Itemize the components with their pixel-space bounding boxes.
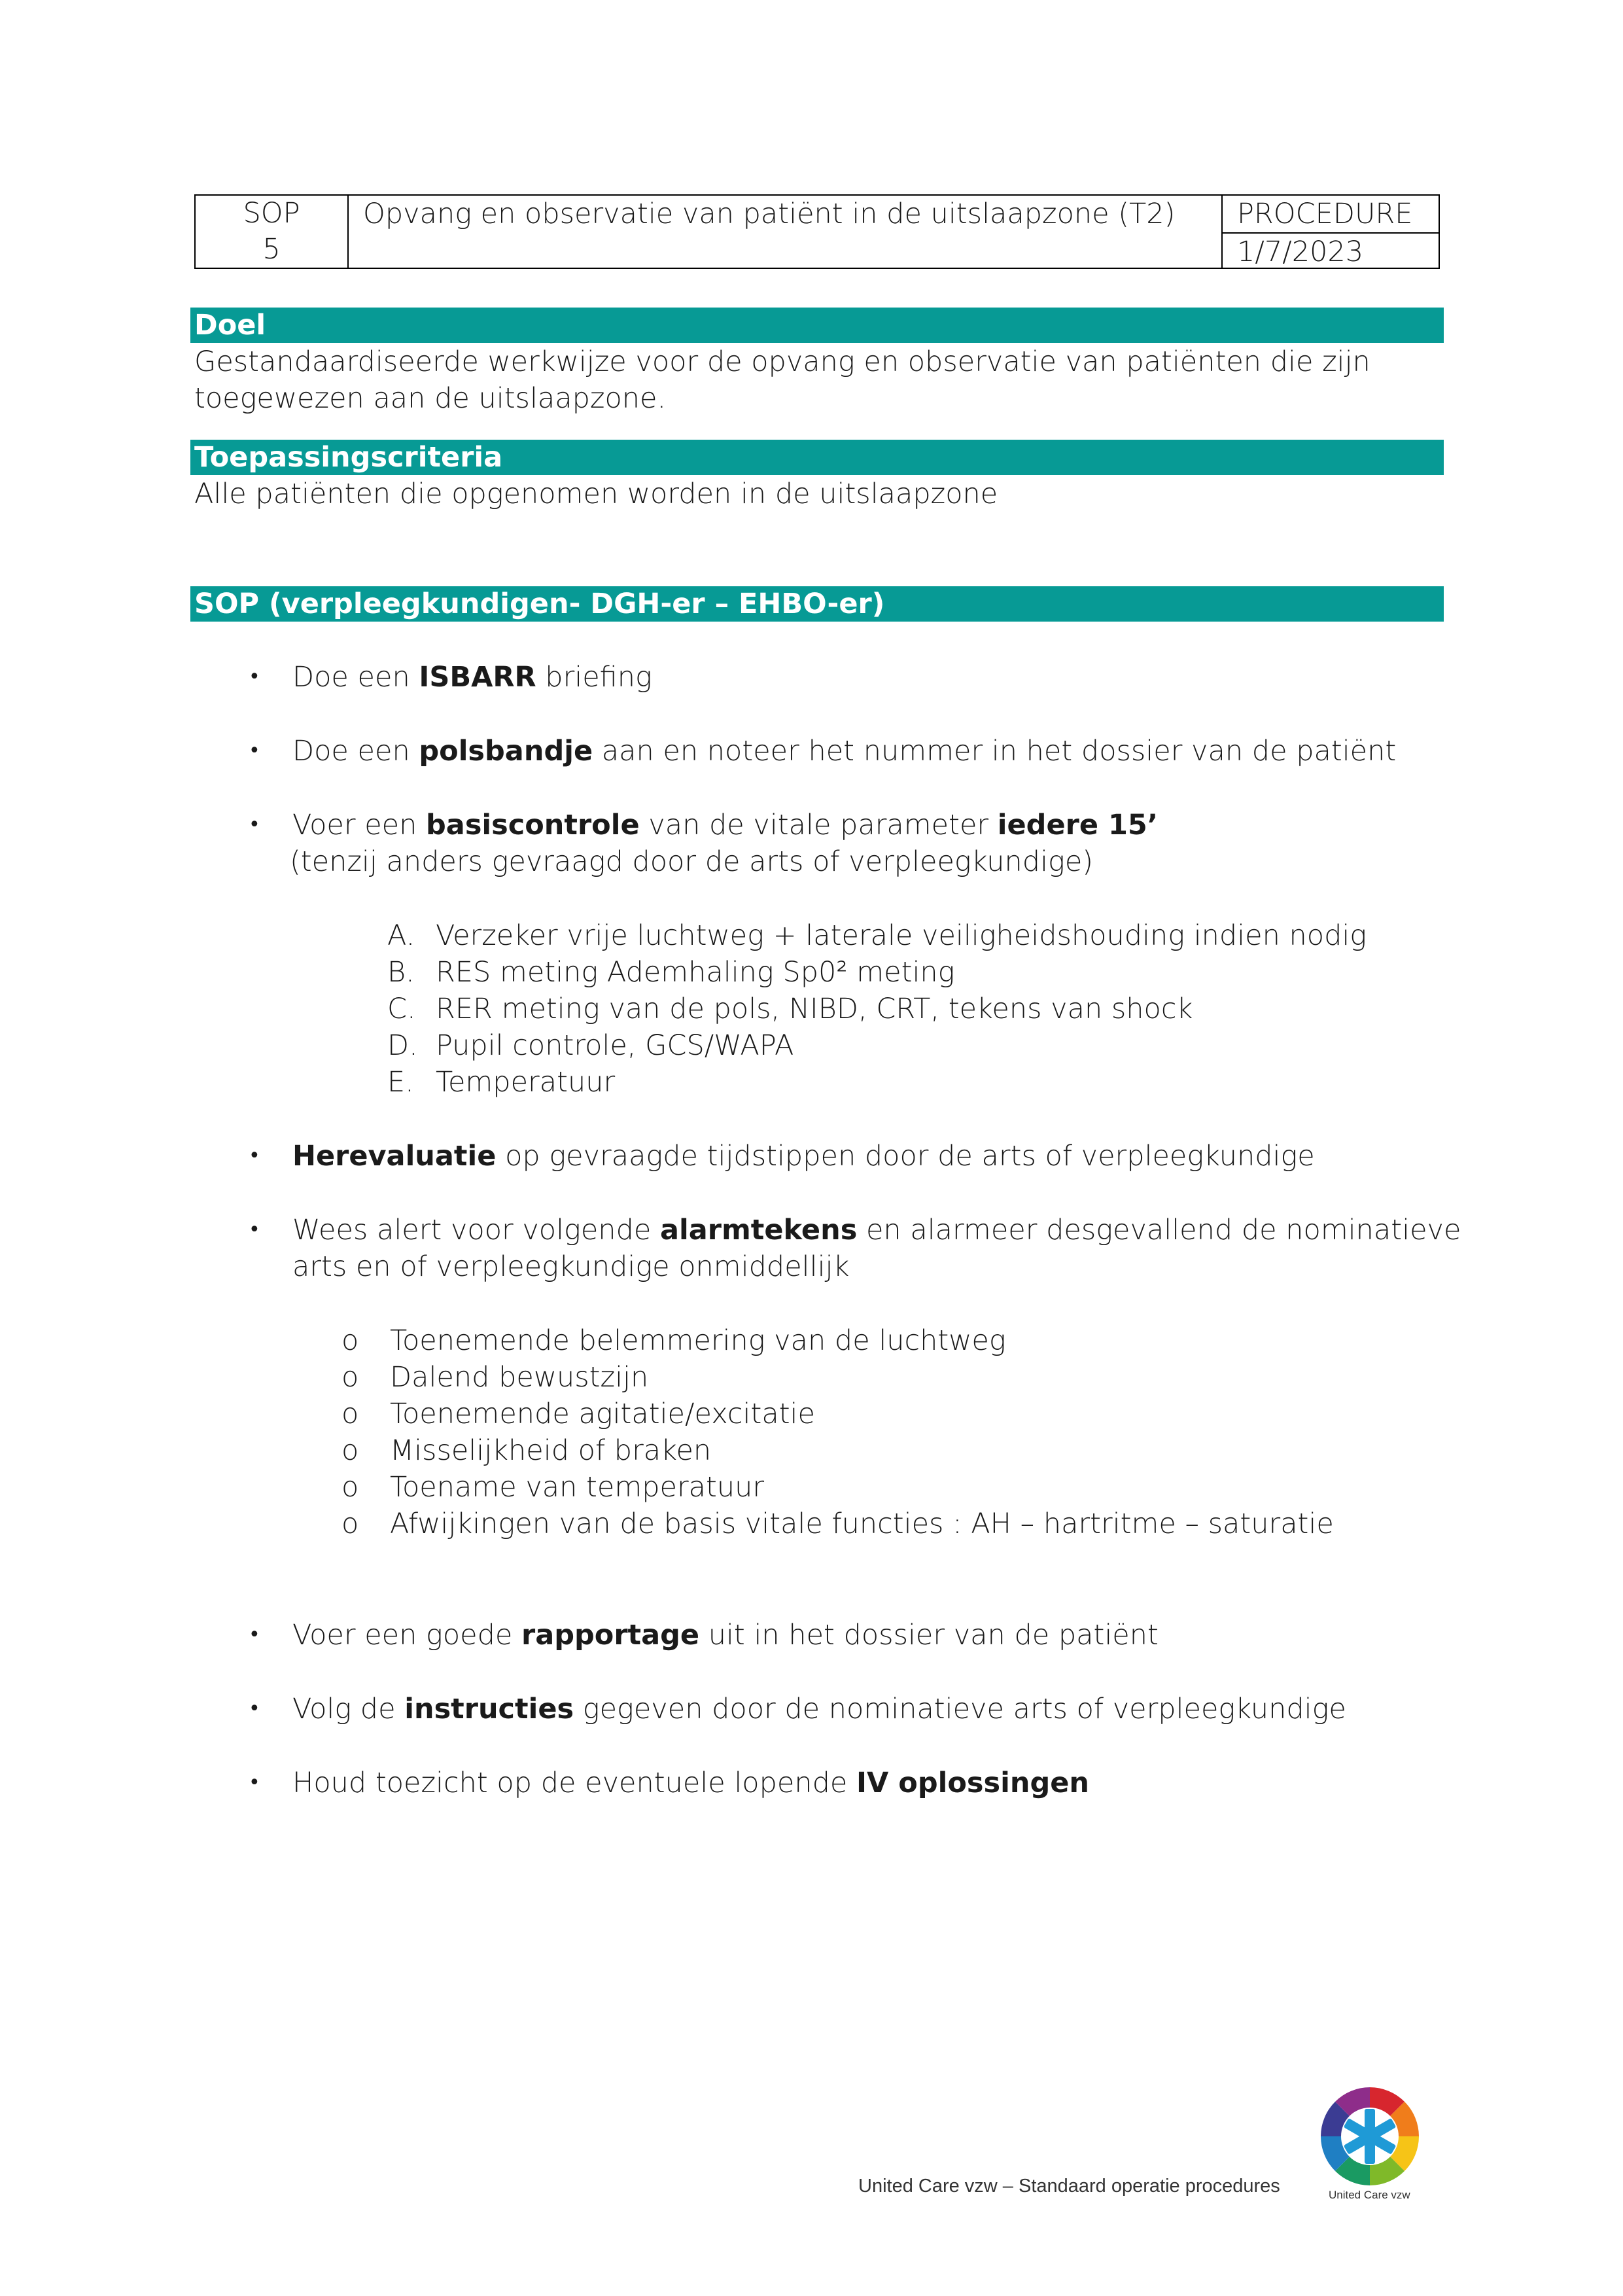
section-heading-toepassing: Toepassingscriteria	[190, 440, 1444, 475]
section-heading-doel: Doel	[190, 308, 1444, 343]
bullet-item-isbarr: Doe een ISBARR briefing	[292, 661, 652, 694]
bullet-marker: •	[249, 813, 260, 836]
bullet-item-alarmtekens-line2: arts en of verpleegkundige onmiddellijk	[292, 1250, 850, 1283]
document-date: 1/7/2023	[1237, 236, 1364, 268]
footer-text: United Care vzw – Standaard operatie procedures	[858, 2176, 1280, 2197]
list-item: o Toename van temperatuur	[341, 1471, 765, 1504]
bullet-item-alarmtekens: Wees alert voor volgende alarmtekens en alarmeer desgevallend de nominatieve	[292, 1214, 1461, 1246]
bullet-marker: •	[249, 1771, 260, 1794]
bullet-item-iv-oplossingen: Houd toezicht op de eventuele lopende IV oplossingen	[292, 1767, 1089, 1799]
list-item: o Dalend bewustzijn	[341, 1361, 649, 1394]
sop-label: SOP	[243, 197, 300, 230]
bullet-item-polsbandje: Doe een polsbandje aan en noteer het nummer in het dossier van de patiënt	[292, 735, 1397, 768]
toepassing-text: Alle patiënten die opgenomen worden in de uitslaapzone	[194, 478, 998, 510]
doel-text-line1: Gestandaardiseerde werkwijze voor de opvang en observatie van patiënten die zijn	[194, 345, 1370, 378]
united-care-logo	[1318, 2084, 1422, 2189]
document-title: Opvang en observatie van patiënt in de uitslaapzone (T2)	[349, 196, 1223, 268]
list-item: B. RES meting Ademhaling Sp0² meting	[387, 956, 955, 989]
header-table	[194, 194, 1440, 269]
bullet-item-basiscontrole-note: (tenzij anders gevraagd door de arts of verpleegkundige)	[290, 845, 1094, 878]
list-item: o Toenemende agitatie/excitatie	[341, 1398, 815, 1430]
section-heading-sop: SOP (verpleegkundigen- DGH-er – EHBO-er)	[190, 586, 1444, 622]
list-item: E. Temperatuur	[387, 1066, 616, 1099]
bullet-item-instructies: Volg de instructies gegeven door de nominatieve arts of verpleegkundige	[292, 1693, 1346, 1725]
list-item: D. Pupil controle, GCS/WAPA	[387, 1029, 794, 1062]
list-item: o Afwijkingen van de basis vitale functies : AH – hartritme – saturatie	[341, 1508, 1334, 1540]
logo-caption: United Care vzw	[1329, 2189, 1410, 2201]
sop-number-cell	[196, 196, 349, 268]
sop-number: 5	[262, 233, 281, 266]
bullet-item-basiscontrole: Voer een basiscontrole van de vitale parameter iedere 15’	[292, 809, 1159, 841]
document-type: PROCEDURE	[1223, 196, 1439, 234]
doel-text-line2: toegewezen aan de uitslaapzone.	[194, 382, 667, 415]
bullet-marker: •	[249, 1144, 260, 1167]
bullet-item-herevaluatie: Herevaluatie op gevraagde tijdstippen door de arts of verpleegkundige	[292, 1140, 1315, 1173]
bullet-marker: •	[249, 1218, 260, 1241]
bullet-item-rapportage: Voer een goede rapportage uit in het dossier van de patiënt	[292, 1619, 1159, 1651]
bullet-marker: •	[249, 1697, 260, 1720]
list-item: o Toenemende belemmering van de luchtweg	[341, 1324, 1006, 1357]
list-item: C. RER meting van de pols, NIBD, CRT, tekens van shock	[387, 993, 1193, 1025]
list-item: A. Verzeker vrije luchtweg + laterale veiligheidshouding indien nodig	[387, 919, 1367, 952]
bullet-marker: •	[249, 665, 260, 688]
type-date-cell	[1223, 196, 1439, 268]
bullet-marker: •	[249, 739, 260, 762]
list-item: o Misselijkheid of braken	[341, 1434, 712, 1467]
bullet-marker: •	[249, 1623, 260, 1646]
